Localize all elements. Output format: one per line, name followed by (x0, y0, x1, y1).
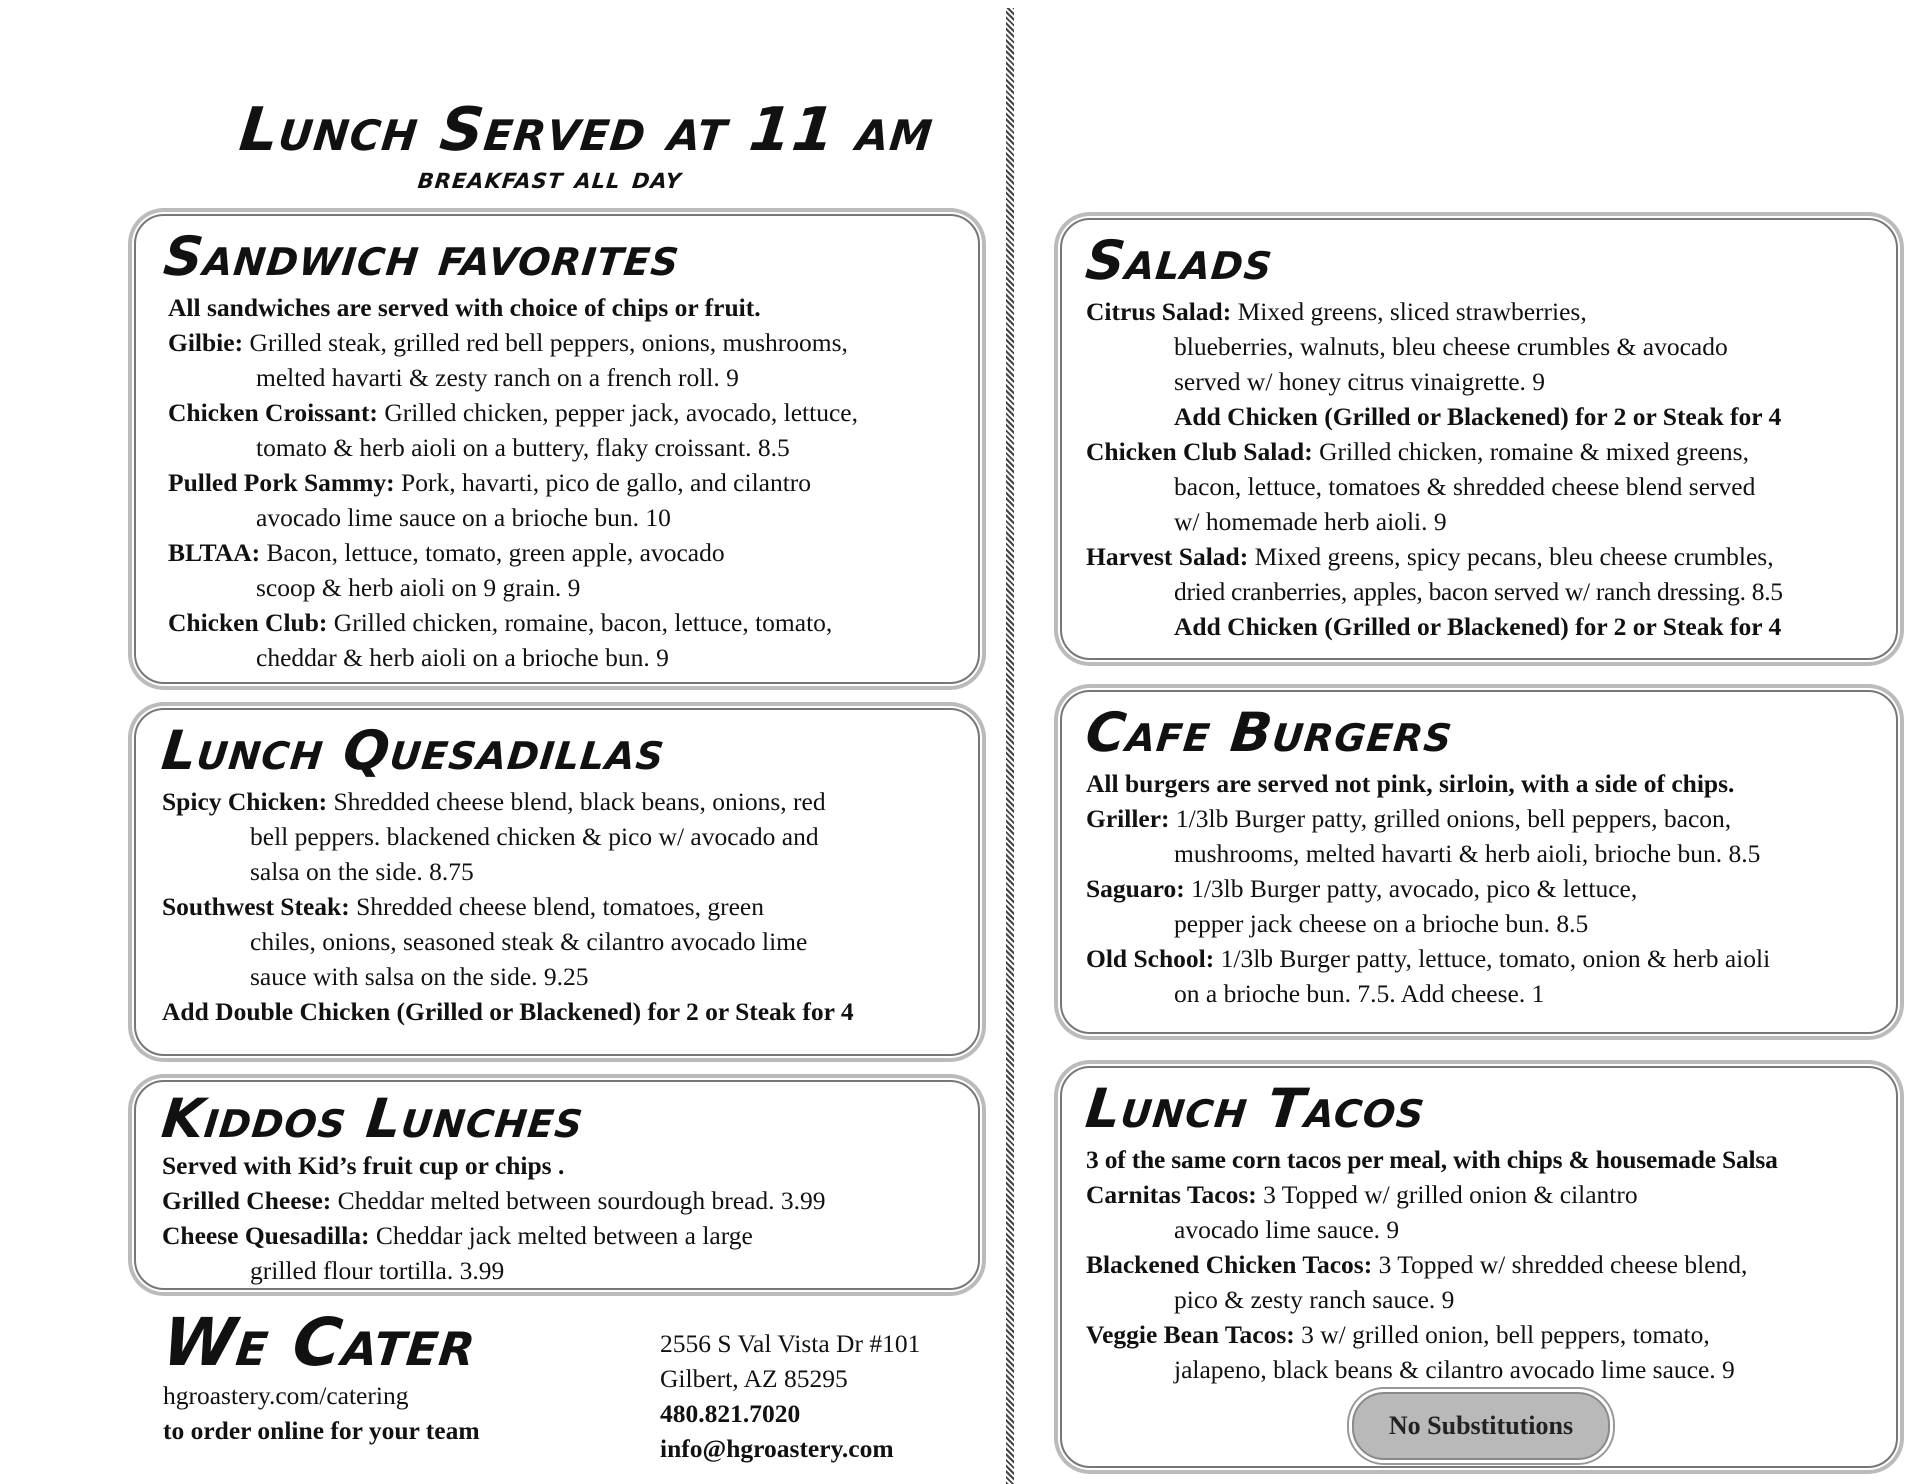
item-desc-cont: melted havarti & zesty ranch on a french roll. 9 (256, 363, 739, 392)
item-name: Pulled Pork Sammy: (168, 468, 395, 497)
item-desc: Cheddar jack melted between a large (369, 1221, 753, 1250)
item-desc-cont: on a brioche bun. 7.5. Add cheese. 1 (1174, 979, 1545, 1008)
item-name: Cheese Quesadilla: (162, 1221, 370, 1250)
section-note: All sandwiches are served with choice of chips or fruit. (168, 293, 761, 322)
item-name: Southwest Steak: (162, 892, 350, 921)
phone-number[interactable]: 480.821.7020 (660, 1399, 801, 1428)
item-desc-cont: dried cranberries, apples, bacon served w/ ranch dressing. 8.5 (1174, 577, 1783, 606)
contact-info (660, 1326, 920, 1466)
menu-item (168, 605, 952, 640)
lunch-quesadillas-section (134, 708, 980, 1056)
menu-item (1086, 1317, 1886, 1352)
breakfast-all-day-subtitle: breakfast all day (416, 161, 684, 196)
menu-item (1086, 294, 1886, 329)
item-desc: 1/3lb Burger patty, avocado, pico & lettuce, (1184, 874, 1638, 903)
item-desc-cont: blueberries, walnuts, bleu cheese crumbles & avocado (1174, 332, 1728, 361)
quesadilla-list (162, 784, 958, 1029)
menu-header (236, 95, 937, 196)
menu-item (162, 1183, 958, 1218)
menu-item (168, 535, 952, 570)
item-desc: 3 Topped w/ grilled onion & cilantro (1256, 1180, 1638, 1209)
taco-list (1086, 1142, 1886, 1387)
menu-item (162, 889, 958, 924)
item-desc-cont: tomato & herb aioli on a buttery, flaky croissant. 8.5 (256, 433, 790, 462)
section-title: Sandwich favorites (160, 225, 684, 288)
cafe-burgers-section (1060, 690, 1898, 1034)
item-desc-cont: avocado lime sauce. 9 (1174, 1215, 1400, 1244)
menu-item (1086, 801, 1886, 836)
section-title: Salads (1082, 229, 1277, 292)
sandwich-favorites-section (134, 214, 980, 684)
section-title: Lunch Tacos (1082, 1077, 1429, 1140)
item-desc: Pork, havarti, pico de gallo, and cilantro (394, 468, 812, 497)
section-title: Kiddos Lunches (158, 1087, 588, 1150)
addon-note: Add Chicken (Grilled or Blackened) for 2 or Steak for 4 (1174, 612, 1782, 641)
item-desc: Mixed greens, spicy pecans, bleu cheese crumbles, (1248, 542, 1774, 571)
addon-note: Add Chicken (Grilled or Blackened) for 2 or Steak for 4 (1174, 402, 1782, 431)
item-desc-cont: cheddar & herb aioli on a brioche bun. 9 (256, 643, 669, 672)
item-name: BLTAA: (168, 538, 261, 567)
menu-item (1086, 941, 1886, 976)
item-name: Chicken Club: (168, 608, 328, 637)
address-line-1: 2556 S Val Vista Dr #101 (660, 1329, 921, 1358)
catering-section (159, 1304, 481, 1448)
section-title: Lunch Quesadillas (158, 719, 669, 782)
item-desc-cont: served w/ honey citrus vinaigrette. 9 (1174, 367, 1546, 396)
item-desc-cont: salsa on the side. 8.75 (250, 857, 474, 886)
item-name: Citrus Salad: (1086, 297, 1232, 326)
item-desc: 1/3lb Burger patty, grilled onions, bell peppers, bacon, (1169, 804, 1732, 833)
item-desc: Grilled steak, grilled red bell peppers, onions, mushrooms, (243, 328, 848, 357)
item-name: Blackened Chicken Tacos: (1086, 1250, 1373, 1279)
item-desc: 3 w/ grilled onion, bell peppers, tomato, (1294, 1320, 1710, 1349)
item-desc: Grilled chicken, romaine, bacon, lettuce, tomato, (327, 608, 833, 637)
menu-item (162, 784, 958, 819)
menu-item (1086, 539, 1886, 574)
no-substitutions-badge: No Substitutions (1352, 1392, 1610, 1460)
lunch-served-title: Lunch Served at 11 am (236, 95, 937, 165)
item-desc-cont: grilled flour tortilla. 3.99 (250, 1256, 505, 1285)
item-desc: Bacon, lettuce, tomato, green apple, avocado (260, 538, 725, 567)
salads-section (1060, 218, 1898, 660)
menu-item (1086, 1177, 1886, 1212)
sandwich-list (164, 290, 952, 675)
item-name: Carnitas Tacos: (1086, 1180, 1257, 1209)
item-desc-cont: sauce with salsa on the side. 9.25 (250, 962, 589, 991)
addon-note: Add Double Chicken (Grilled or Blackened) for 2 or Steak for 4 (162, 997, 854, 1026)
section-note: Served with Kid’s fruit cup or chips . (162, 1151, 565, 1180)
item-desc-cont: pepper jack cheese on a brioche bun. 8.5 (1174, 909, 1589, 938)
item-name: Spicy Chicken: (162, 787, 328, 816)
item-name: Saguaro: (1086, 874, 1185, 903)
menu-item (162, 1218, 958, 1253)
salad-list (1086, 294, 1886, 644)
menu-item (168, 325, 952, 360)
item-desc-cont: chiles, onions, seasoned steak & cilantro avocado lime (250, 927, 808, 956)
section-note: 3 of the same corn tacos per meal, with chips & housemade Salsa (1086, 1145, 1778, 1174)
catering-tagline: to order online for your team (163, 1416, 480, 1445)
item-desc: 3 Topped w/ shredded cheese blend, (1372, 1250, 1748, 1279)
item-desc-cont: jalapeno, black beans & cilantro avocado lime sauce. 9 (1174, 1355, 1735, 1384)
menu-item (168, 395, 952, 430)
item-desc: Mixed greens, sliced strawberries, (1231, 297, 1587, 326)
item-desc-cont: avocado lime sauce on a brioche bun. 10 (256, 503, 671, 532)
catering-info (163, 1378, 480, 1448)
item-desc: Grilled chicken, romaine & mixed greens, (1312, 437, 1749, 466)
item-desc-cont: bacon, lettuce, tomatoes & shredded cheese blend served (1174, 472, 1756, 501)
menu-item (1086, 434, 1886, 469)
item-name: Veggie Bean Tacos: (1086, 1320, 1295, 1349)
menu-item (1086, 1247, 1886, 1282)
section-note: All burgers are served not pink, sirloin, with a side of chips. (1086, 769, 1735, 798)
item-desc-cont: mushrooms, melted havarti & herb aioli, brioche bun. 8.5 (1174, 839, 1761, 868)
kiddos-list (162, 1148, 958, 1288)
section-title: Cafe Burgers (1082, 701, 1457, 764)
item-name: Gilbie: (168, 328, 244, 357)
catering-title: We Cater (159, 1304, 481, 1381)
burger-list (1086, 766, 1886, 1011)
menu-item (168, 465, 952, 500)
center-divider (1006, 8, 1014, 1484)
item-name: Harvest Salad: (1086, 542, 1249, 571)
item-desc: Shredded cheese blend, black beans, onions, red (327, 787, 826, 816)
item-desc: Grilled chicken, pepper jack, avocado, lettuce, (377, 398, 858, 427)
item-desc-cont: w/ homemade herb aioli. 9 (1174, 507, 1447, 536)
item-name: Old School: (1086, 944, 1215, 973)
item-desc-cont: bell peppers. blackened chicken & pico w/ avocado and (250, 822, 819, 851)
item-name: Chicken Croissant: (168, 398, 378, 427)
email-address[interactable]: info@hgroastery.com (660, 1434, 894, 1463)
address-line-2: Gilbert, AZ 85295 (660, 1364, 848, 1393)
item-desc: Cheddar melted between sourdough bread. 3.99 (331, 1186, 826, 1215)
item-name: Chicken Club Salad: (1086, 437, 1313, 466)
menu-item (1086, 871, 1886, 906)
item-name: Griller: (1086, 804, 1170, 833)
item-desc: 1/3lb Burger patty, lettuce, tomato, onion & herb aioli (1214, 944, 1771, 973)
kiddos-lunches-section (134, 1080, 980, 1290)
item-desc: Shredded cheese blend, tomatoes, green (349, 892, 764, 921)
item-name: Grilled Cheese: (162, 1186, 332, 1215)
catering-url[interactable]: hgroastery.com/catering (163, 1381, 409, 1410)
item-desc-cont: pico & zesty ranch sauce. 9 (1174, 1285, 1455, 1314)
item-desc-cont: scoop & herb aioli on 9 grain. 9 (256, 573, 581, 602)
